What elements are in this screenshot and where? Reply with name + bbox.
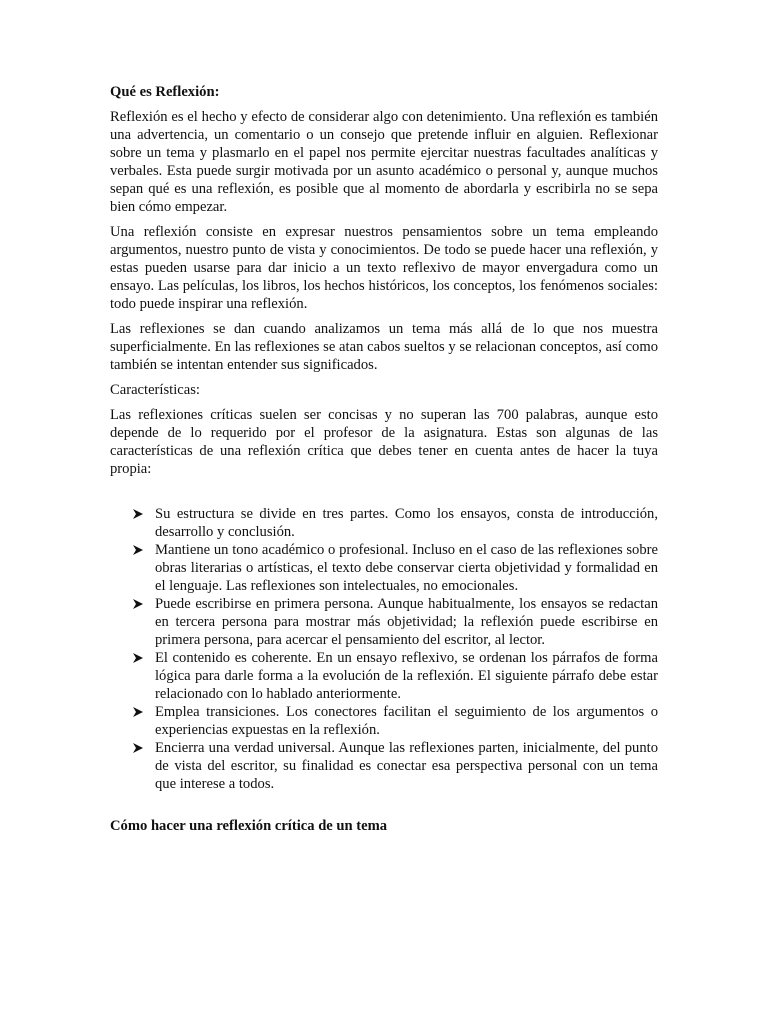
list-item-text: Mantiene un tono académico o profesional. Incluso en el caso de las reflexiones sobre obras literarias o artísticas, el texto debe conservar cierta objetividad y formalidad en el lenguaje. Las reflexiones son intelectuales, no emocionales. <box>155 542 658 594</box>
list-item <box>155 649 658 703</box>
section-heading: Cómo hacer una reflexión crítica de un tema <box>110 818 388 834</box>
list-item <box>155 505 658 541</box>
arrowhead-bullet-icon <box>132 742 144 754</box>
paragraph-analysis: Las reflexiones se dan cuando analizamos un tema más allá de lo que nos muestra superficialmente. En las reflexiones se atan cabos sueltos y se relacionan conceptos, así como también se intentan entender sus significados. <box>110 321 658 373</box>
list-item-text: Encierra una verdad universal. Aunque las reflexiones parten, inicialmente, del punto de vista del escritor, su finalidad es conectar esa perspectiva personal con un tema que interese a todos. <box>155 740 658 792</box>
paragraph-consists: Una reflexión consiste en expresar nuestros pensamientos sobre un tema empleando argumentos, nuestro punto de vista y conocimientos. De todo se puede hacer una reflexión, y estas pueden usarse para dar inicio a un texto reflexivo de mayor envergadura como un ensayo. Las películas, los libros, los hechos históricos, los conceptos, los fenómenos sociales: todo puede inspirar una reflexión. <box>110 224 658 312</box>
list-item-text: Puede escribirse en primera persona. Aunque habitualmente, los ensayos se redactan en tercera persona para mostrar más objetividad; la reflexión puede escribirse en primera persona, para acercar el pensamiento del escritor, al lector. <box>155 596 658 648</box>
characteristics-list <box>110 505 658 793</box>
document-page <box>110 83 658 835</box>
arrowhead-bullet-icon <box>132 598 144 610</box>
list-item <box>155 703 658 739</box>
characteristics-intro: Las reflexiones críticas suelen ser concisas y no superan las 700 palabras, aunque esto depende de lo requerido por el profesor de la asignatura. Estas son algunas de las características de una reflexión crítica que debes tener en cuenta antes de hacer la tuya propia: <box>110 407 658 477</box>
list-item-text: El contenido es coherente. En un ensayo reflexivo, se ordenan los párrafos de forma lógica para darle forma a la evolución de la reflexión. El siguiente párrafo debe estar relacionado con lo hablado anteriormente. <box>155 650 658 702</box>
list-item-text: Su estructura se divide en tres partes. Como los ensayos, consta de introducción, desarrollo y conclusión. <box>155 506 658 540</box>
list-item <box>155 595 658 649</box>
document-title: Qué es Reflexión: <box>110 84 220 100</box>
characteristics-subheading: Características: <box>110 382 200 398</box>
spacer <box>110 485 658 505</box>
arrowhead-bullet-icon <box>132 706 144 718</box>
arrowhead-bullet-icon <box>132 508 144 520</box>
paragraph-definition: Reflexión es el hecho y efecto de considerar algo con detenimiento. Una reflexión es también una advertencia, un comentario o un consejo que pretende influir en alguien. Reflexionar sobre un tema y plasmarlo en el papel nos permite ejercitar nuestras facultades analíticas y verbales. Esta puede surgir motivada por un asunto académico o personal y, aunque muchos sepan qué es una reflexión, es posible que al momento de abordarla y escribirla no se sepa bien cómo empezar. <box>110 109 658 215</box>
list-item <box>155 541 658 595</box>
list-item <box>155 739 658 793</box>
arrowhead-bullet-icon <box>132 652 144 664</box>
list-item-text: Emplea transiciones. Los conectores facilitan el seguimiento de los argumentos o experiencias expuestas en la reflexión. <box>155 704 658 738</box>
arrowhead-bullet-icon <box>132 544 144 556</box>
